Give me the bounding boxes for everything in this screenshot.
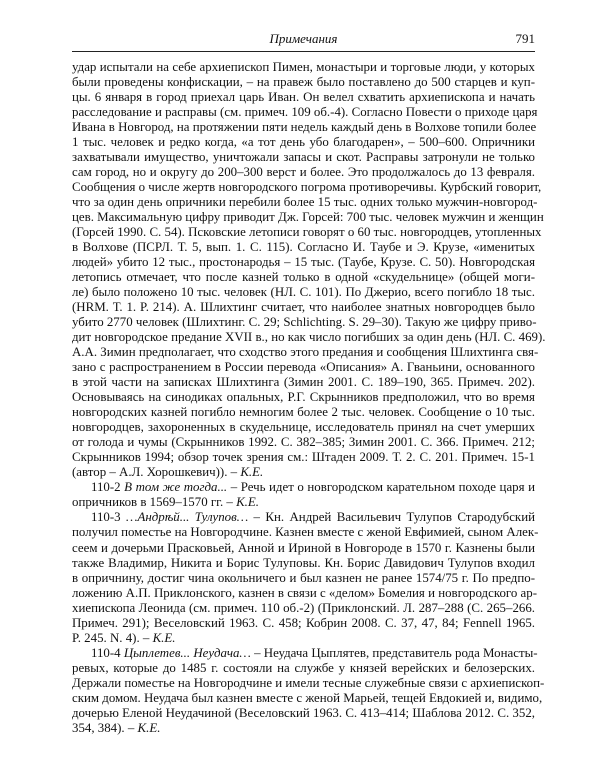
text-line xyxy=(72,225,542,240)
text-segment: сеем и дочерьми Прасковьей, Анной и Ириной в Новгороде в 1570 г. Казнены были xyxy=(72,540,535,555)
text-line xyxy=(72,645,538,661)
text-segment: ревых, которые до 1485 г. состояли на службе у князей верейских и белозерских. xyxy=(72,660,535,675)
text-segment: 110-2 xyxy=(91,480,125,495)
text-segment: дочерью Еленой Неудачиной (Веселовский 1963. С. 413–414; Шаблова 2012. С. 352, xyxy=(72,705,535,720)
text-line xyxy=(72,90,535,105)
text-line xyxy=(72,375,535,390)
text-line xyxy=(72,435,535,450)
text-line xyxy=(72,661,535,676)
text-segment: захватывали имущество, уничтожали запасы и скот. Расправы затронули не только xyxy=(72,150,535,165)
text-segment: А.А. Зимин предполагает, что сходство этого предания и сообщения Шлихтинга свя- xyxy=(72,345,539,360)
italic-text: К.Е. xyxy=(236,495,259,510)
text-line xyxy=(72,525,539,540)
text-line xyxy=(72,105,538,120)
text-line xyxy=(72,450,535,465)
text-line xyxy=(72,315,535,330)
text-segment: Сообщения о числе жертв новгородского погрома противоречивы. Курбский говорит, xyxy=(72,180,542,195)
text-segment: 1 тыс. человек и редко когда, «а тот день убо благодарен», – 500–600. Опричники xyxy=(72,135,535,150)
text-segment: 110-4 xyxy=(91,645,124,660)
text-line xyxy=(72,195,538,210)
text-segment: (HRM. Т. 1. P. 214). А. Шлихтинг считает, что наиболее знатных новгородцев было xyxy=(72,300,535,315)
italic-text: В том же тогда... xyxy=(124,480,228,495)
note-paragraph xyxy=(72,645,545,736)
text-segment: хиепископа Леонида (см. примеч. 110 об.-2) (Приклонский. Л. 287–288 (С. 265–266. xyxy=(72,600,535,615)
text-segment: от голода и чумы (Скрынников 1992. С. 382–385; Зимин 2001. С. 366. Примеч. 212; xyxy=(72,435,535,450)
text-line xyxy=(72,60,535,75)
text-line xyxy=(72,120,535,135)
text-segment: летопись отмечает, что после казней только в одной «скудельнице» (общей моги- xyxy=(72,270,535,285)
text-segment: 110-3 xyxy=(91,510,126,525)
italic-text: Цыплетев... Неудача… xyxy=(123,645,251,660)
text-segment: были проведены конфискации, – на правеж было поставлено до 500 старцев и куп- xyxy=(72,75,535,90)
text-segment: (автор – А.Л. Хорошкевич)). – xyxy=(72,465,241,480)
italic-text: К.Е. xyxy=(240,465,264,480)
text-line xyxy=(72,330,546,345)
page-number: 791 xyxy=(515,31,535,46)
italic-text: К.Е. xyxy=(137,720,161,735)
text-segment: дит новгородское предание XVII в., но как число погибших за один день (НЛ. С. 469). xyxy=(72,330,546,345)
text-segment: – Неудача Цыплятев, представитель рода Монасты- xyxy=(250,645,538,660)
text-line xyxy=(72,586,535,601)
text-line xyxy=(72,390,535,405)
text-line xyxy=(72,75,535,90)
text-segment: Скрынников 1994; обзор точек зрения см.: Штаден 2009. Т. 2. С. 201. Примеч. 15-1 xyxy=(72,450,535,465)
text-segment: ле) было положено 10 тыс. человек (НЛ. С. 101). По Джерио, всего погибло 18 тыс. xyxy=(72,285,535,300)
text-segment: – Речь идет о новгородском карательном походе царя и xyxy=(227,480,535,495)
text-line xyxy=(72,465,535,480)
text-segment: опричников в 1569–1570 гг. – xyxy=(72,495,237,510)
text-line xyxy=(72,675,545,691)
text-segment: в опричнину, достиг чина окольничего и был казнен не ранее 1574/75 г. По предпо- xyxy=(72,570,535,585)
text-line xyxy=(72,541,535,556)
text-segment: что за один день опричники перебили более 15 тыс. одних только мужчин-новгород- xyxy=(72,195,538,210)
text-segment: Ивана в Новгород, на протяжении пяти недель каждый день в Волхове топили более xyxy=(72,120,537,135)
text-line xyxy=(72,601,535,616)
text-segment: цы. 6 января в город приехал царь Иван. Он велел схватить архиепископа и начать xyxy=(72,90,535,105)
text-line xyxy=(72,631,535,646)
text-segment: новгородских казней погибло немногим более 2 тыс. человек. Сообщение о 10 тыс. xyxy=(72,405,535,420)
text-segment: ложению А.П. Приклонского, казнен в связи с «делом» Бомелия и новгородского ар- xyxy=(72,585,537,600)
note-paragraph xyxy=(72,480,535,510)
text-line xyxy=(72,721,535,736)
text-segment: расследование и расправы (см. примеч. 109 об.-4). Согласно Повести о приходе царя xyxy=(72,105,538,120)
note-continuation xyxy=(72,60,546,480)
text-line xyxy=(72,150,535,165)
header-rule xyxy=(72,51,535,52)
text-segment: P. 245. N. 4). – xyxy=(72,630,153,645)
notes-body xyxy=(72,60,546,736)
text-segment: в этой части на записках Шлихтинга (Зимин 2001. С. 189–190, 365. Примеч. 202). xyxy=(72,375,535,390)
text-line xyxy=(72,405,535,420)
text-line xyxy=(72,345,539,360)
text-segment: ским домом. Неудача был казнен вместе с женой Марьей, тещей Евдокией и, видимо, xyxy=(72,690,543,705)
text-segment: удар испытали на себе архиепископ Пимен, монастыри и торговые люди, у которых xyxy=(72,60,535,74)
text-segment: (Горсей 1990. С. 54). Псковские летописи говорят о 60 тыс. новгородцев, утопленных xyxy=(72,225,542,240)
text-segment: новгородцев, захороненных в скудельнице, исследователь принял на счет умерших xyxy=(72,420,535,435)
running-title: Примечания xyxy=(269,31,338,46)
text-line xyxy=(72,510,535,525)
text-line xyxy=(72,135,535,150)
text-segment: зано с распространением в России перевода «Описания» А. Гваньини, основанного xyxy=(72,360,535,375)
text-line xyxy=(72,571,535,586)
text-line xyxy=(72,270,535,285)
text-segment: убито 2770 человек (Шлихтинг. С. 29; Schlichting. S. 29–30). Такую же цифру приво- xyxy=(72,315,537,330)
italic-text: К.Е. xyxy=(152,630,176,645)
page-header xyxy=(72,31,535,49)
text-line xyxy=(72,706,535,721)
text-line xyxy=(72,165,535,180)
text-segment: Основываясь на синодиках опальных, Р.Г. Скрынников предположил, что во время xyxy=(72,390,535,405)
text-segment: также Владимир, Никита и Борис Тулуповы. Кн. Борис Давидович Тулупов входил xyxy=(72,555,535,570)
text-line xyxy=(72,285,535,300)
text-line xyxy=(72,300,535,315)
text-segment: Держали поместье на Новгородчине и имели тесные служебные связи с архиепископ- xyxy=(72,675,545,690)
text-line xyxy=(72,420,535,435)
note-paragraph xyxy=(72,510,539,645)
text-segment: – Кн. Андрей Васильевич Тулупов Стародубский xyxy=(248,510,535,525)
italic-text: …Андрѣй... Тулупов… xyxy=(126,510,249,525)
text-line xyxy=(72,360,535,375)
text-segment: цев. Максимальную цифру приводит Дж. Горсей: 700 тыс. человек мужчин и женщин xyxy=(72,210,544,225)
text-segment: людей» убито 12 тыс., простонародья – 15 тыс. (Таубе, Крузе. С. 50). Новгородская xyxy=(72,255,535,270)
text-line xyxy=(72,240,535,255)
text-line xyxy=(72,180,542,195)
text-line xyxy=(72,480,535,495)
text-line xyxy=(72,495,535,510)
text-line xyxy=(72,690,543,706)
text-line xyxy=(72,616,535,631)
text-line xyxy=(72,210,544,225)
text-segment: получил поместье на Новгородчине. Казнен вместе с женой Евфимией, сыном Алек- xyxy=(72,525,539,540)
text-segment: сам город, но и округу до 200–300 верст и более. Это продолжалось до 13 февраля. xyxy=(72,165,535,180)
text-segment: Примеч. 291); Веселовский 1963. С. 458; Кобрин 2008. С. 37, 47, 84; Fennell 1965. xyxy=(72,615,535,630)
text-segment: в Волхове (ПСРЛ. Т. 5, вып. 1. С. 115). Согласно И. Таубе и Э. Крузе, «именитых xyxy=(72,240,535,255)
text-segment: 354, 384). – xyxy=(72,720,138,735)
text-line xyxy=(72,255,535,270)
text-line xyxy=(72,556,535,571)
